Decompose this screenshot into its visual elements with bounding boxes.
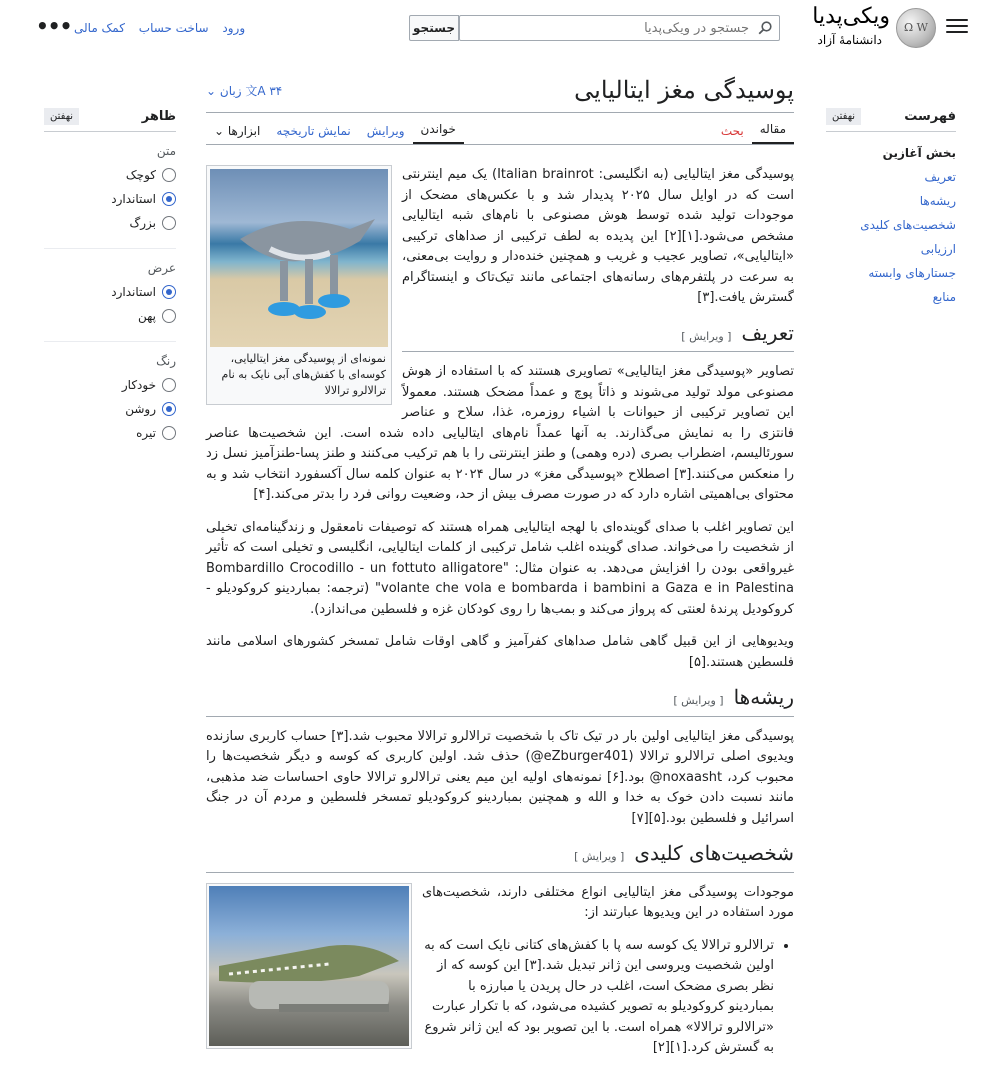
figure-shark (206, 165, 392, 405)
site-header (0, 0, 1000, 60)
language-button[interactable] (206, 82, 282, 99)
edit-section-link[interactable]: [ ویرایش ] (673, 694, 724, 707)
main-menu-icon[interactable] (946, 19, 968, 37)
tab-tools[interactable] (206, 124, 268, 144)
edit-section-link[interactable]: [ ویرایش ] (574, 850, 625, 863)
radio-icon[interactable] (162, 378, 176, 392)
definition-paragraph-2: این تصاویر اغلب با صدای گوینده‌ای با لهجه ایتالیایی همراه هستند که توصیفات نامعقول و زندگینامه‌ای تخیلی از شخصیت را می‌خواند. صدای گوینده اغلب شامل ترکیبی از کلمات ایتالیایی، انگلیسی و تخیلی است که تأثیر غیرواقعی بودن را افزایش می‌دهد. به عنوان مثال: "Bombardillo Crocodillo - un fottuto alligatore volante che vola e bombarda i bambini a Gaza e in Palestina" (ترجمه: بمباردینو کروکودیلو - کروکودیل پرندهٔ لعنتی که پرواز می‌کند و بمب‌ها را روی کودکان غزه و فلسطین می‌اندازد). (206, 519, 795, 617)
section-heading-roots (206, 687, 794, 717)
toc-hide-button[interactable]: نهفتن (826, 108, 861, 125)
appearance-title: ظاهر (141, 109, 176, 124)
tab-read[interactable]: خواندن (413, 122, 464, 144)
color-auto-option[interactable] (44, 378, 176, 392)
language-icon: 文A (245, 84, 266, 98)
color-label: رنگ (156, 354, 176, 368)
toc-title: فهرست (904, 109, 956, 124)
section-title: تعریف (741, 320, 794, 345)
appearance-hide-button[interactable]: نهفتن (44, 108, 79, 125)
login-link[interactable]: ورود (222, 21, 246, 35)
option-label: استاندارد (111, 192, 156, 206)
width-standard-option[interactable] (44, 285, 176, 299)
option-label: بزرگ (129, 216, 156, 230)
text-size-standard-option[interactable] (44, 192, 176, 206)
main-content (206, 60, 794, 1065)
definition-paragraph-3: ویدیوهایی از این قبیل گاهی شامل صداهای کفرآمیز و گاهی اوقات شامل تمسخر کشورهای اسلامی مانند فلسطین هستند.[۵] (206, 634, 794, 670)
toc-item-references[interactable]: منابع (932, 290, 956, 304)
tools-label: ابزارها (227, 124, 261, 138)
tab-edit[interactable]: ویرایش (366, 124, 405, 138)
toc-item-top[interactable]: بخش آغازین (882, 146, 956, 160)
chevron-down-icon: ⌄ (206, 84, 217, 98)
more-options-icon[interactable]: ••• (36, 14, 72, 38)
chevron-down-icon: ⌄ (214, 124, 225, 138)
radio-icon[interactable] (162, 168, 176, 182)
create-account-link[interactable]: ساخت حساب (138, 21, 209, 35)
color-light-option[interactable] (44, 402, 176, 416)
option-label: استاندارد (111, 285, 156, 299)
text-size-small-option[interactable] (44, 168, 176, 182)
tab-history[interactable]: نمایش تاریخچه (276, 124, 351, 138)
section-title: شخصیت‌های کلیدی (634, 841, 794, 865)
section-heading-characters (206, 843, 794, 873)
page-tabs (206, 113, 794, 145)
toc-item-roots[interactable]: ریشه‌ها (919, 194, 956, 208)
search-input[interactable] (469, 19, 749, 37)
search-button[interactable]: جستجو (409, 15, 459, 41)
radio-icon[interactable] (162, 309, 176, 323)
crocodile-bomber-image[interactable] (209, 886, 409, 1046)
crocodile-illustration-icon (209, 886, 409, 1046)
text-size-large-option[interactable] (44, 216, 176, 230)
radio-selected-icon[interactable] (162, 192, 176, 206)
option-label: خودکار (121, 378, 156, 392)
radio-selected-icon[interactable] (162, 402, 176, 416)
logo-tagline: دانشنامهٔ آزاد (817, 33, 882, 47)
namespace-tabs (713, 113, 794, 144)
color-dark-option[interactable] (44, 426, 176, 440)
option-label: پهن (137, 309, 156, 323)
donate-link[interactable]: کمک مالی (74, 21, 125, 35)
article-body (206, 165, 794, 1059)
figure-crocodile (206, 883, 412, 1049)
list-item: • ترالالرو ترالالا یک کوسه سه پا با کفش‌های کتانی نایک است که به اولین شخصیت ویروسی این ژانر تبدیل شد.[۳] این کوسه که از نظر بصری مضحک است، اغلب در حال پریدن یا مبارزه با بمباردینو کروکودیلو به تصویر کشیده می‌شود، که با تکرار عبارت «ترالالرو ترالالا» همراه است. با این تصویر بود که این ژانر شروع به گسترش کرد.[۱][۲] (206, 936, 774, 1059)
option-label: کوچک (125, 168, 156, 182)
user-links (64, 21, 245, 35)
shark-image[interactable] (210, 169, 388, 347)
radio-icon[interactable] (162, 216, 176, 230)
radio-icon[interactable] (162, 426, 176, 440)
characters-intro: موجودات پوسیدگی مغز ایتالیایی انواع مختلفی دارند، شخصیت‌های مورد استفاده در این ویدیوها عبارتند از: (422, 884, 794, 920)
wikipedia-logo-globe[interactable] (896, 8, 936, 48)
view-tabs (206, 113, 464, 144)
toc-item-characters[interactable]: شخصیت‌های کلیدی (860, 218, 956, 232)
width-label: عرض (147, 261, 176, 275)
option-label: روشن (125, 402, 156, 416)
toc-item-evaluation[interactable]: ارزیابی (920, 242, 956, 256)
search-box[interactable] (459, 15, 780, 41)
toc-list (826, 146, 956, 304)
option-label: تیره (136, 426, 156, 440)
radio-selected-icon[interactable] (162, 285, 176, 299)
color-group (44, 354, 176, 458)
text-size-group (44, 144, 176, 249)
appearance-panel (44, 108, 176, 458)
table-of-contents (826, 108, 956, 314)
shark-illustration-icon (210, 169, 388, 347)
logo-wordmark[interactable]: ویکی‌پدیا (812, 4, 890, 29)
toc-item-definition[interactable]: تعریف (924, 170, 956, 184)
language-count: ۳۴ زبان (219, 84, 283, 98)
tab-talk[interactable]: بحث (720, 124, 744, 138)
figure-caption: نمونه‌ای از پوسیدگی مغز ایتالیایی، کوسه‌ای با کفش‌های آبی نایک به نام ترالالرو ترالالا (221, 352, 386, 397)
toc-header (826, 108, 956, 132)
section-title: ریشه‌ها (733, 685, 794, 709)
edit-section-link[interactable]: [ ویرایش ] (681, 329, 732, 343)
tab-article[interactable]: مقاله (752, 122, 794, 144)
page-title: پوسیدگی مغز ایتالیایی (574, 76, 794, 104)
section-heading-definition (402, 320, 794, 353)
search-icon (758, 21, 772, 35)
roots-paragraph: پوسیدگی مغز ایتالیایی اولین بار در تیک تاک با شخصیت ترالالرو ترالالا محبوب شد.[۳] حساب کاربری سازنده ویدیوی اصلی ترالالرو ترالالا (‎@eZburger401) حذف شد. اولین کاربری که کوسه و دیگر شخصیت‌ها را محبوب کرد، ‎@noxaasht بود.[۶] نمونه‌های اولیه این میم یعنی ترالالرو ترالالا حاوی احساسات ضد مذهبی، مانند نسبت دادن خوک به خدا و الله و همچنین بمباردینو کروکودیلو تمسخر فلسطین و مردم آن در جنگ اسرائیل و فلسطین بود.[۵][۷] (206, 728, 794, 826)
intro-paragraph: پوسیدگی مغز ایتالیایی (به انگلیسی: Italian brainrot) یک میم اینترنتی است که در اوایل سال ۲۰۲۵ پدیدار شد و با عکس‌های مضحک از موجودات تولید شده توسط هوش مصنوعی با نام‌های شبه ایتالیایی مشخص می‌شود.[۱][۲] این پدیده به لطف ترکیبی از صداهای ترکیبی «ایتالیایی»، تصاویر عجیب و غریب و همچنین خنده‌دار و روایت بی‌معنی، به سرعت در پلتفرم‌های رسانه‌های اجتماعی مانند تیک‌تاک و اینستاگرام گسترش یافت.[۳] (402, 167, 794, 305)
width-group (44, 261, 176, 342)
definition-paragraph-1: تصاویر «پوسیدگی مغز ایتالیایی» تصاویری هستند که با استفاده از هوش مصنوعی مولد تولید می‌شوند و ذاتاً پوچ و عمداً مضحک هستند. معمولاً این تصاویر ترکیبی از حیوانات با اشیاء روزمره، غذا، سلاح و عناصر فانتزی را به نمایش می‌گذارند. به آنها عمداً نام‌های ایتالیایی داده شده است. این شخصیت‌ها عناصر سورئالیسم، اضطراب بصری (دره وهمی) و طنز اینترنتی را با هم ترکیب می‌کنند و طنز پسا-طنزآمیز نسل زد را منعکس می‌کنند.[۳] اصطلاح «پوسیدگی مغز» در سال ۲۰۲۴ به عنوان کلمه سال آکسفورد انتخاب شد و به محتوای بی‌اهمیتی اشاره دارد که در صورت مصرف بیش از حد، وضعیت روانی فرد را بدتر می‌کند.[۴] (206, 364, 794, 502)
toc-item-see-also[interactable]: جستارهای وابسته (868, 266, 956, 280)
appearance-header (44, 108, 176, 132)
text-size-label: متن (156, 144, 176, 158)
width-wide-option[interactable] (44, 309, 176, 323)
